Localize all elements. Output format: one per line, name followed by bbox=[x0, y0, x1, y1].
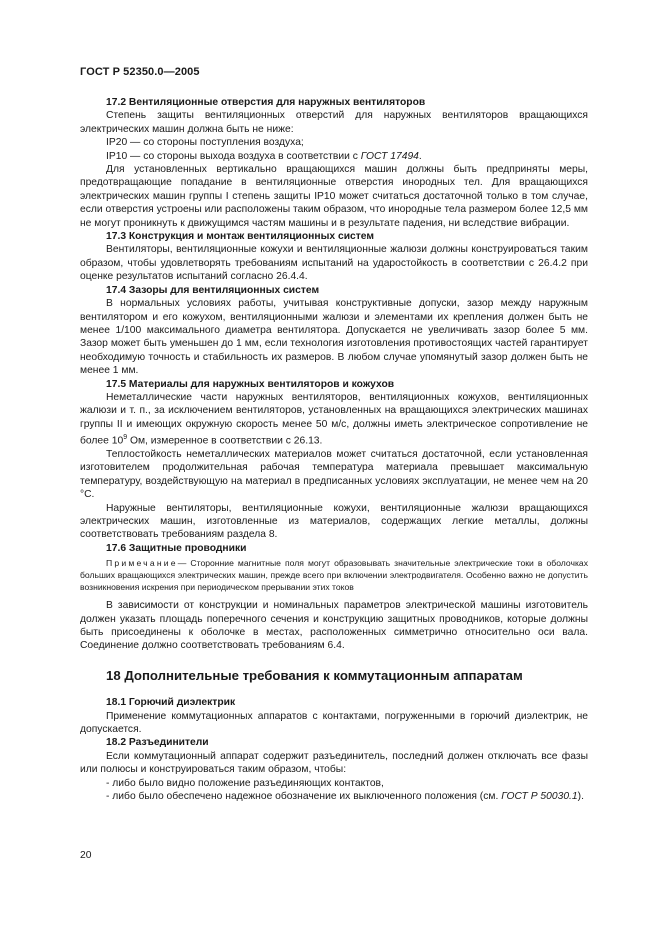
paragraph: Наружные вентиляторы, вентиляционные кожухи, вентиляционные жалюзи вращающихся электрических машин, изготовленные из материалов, содержащих легкие металлы, должны соответствовать требованиям раздела 8. bbox=[80, 502, 588, 541]
text-span: Ом, измеренное в соответствии с 26.13. bbox=[127, 435, 323, 447]
document-header: ГОСТ Р 52350.0—2005 bbox=[80, 66, 200, 78]
section-18-2-heading: 18.2 Разъединители bbox=[106, 737, 209, 749]
section-17-4-heading: 17.4 Зазоры для вентиляционных систем bbox=[106, 284, 320, 296]
standard-reference: ГОСТ 17494 bbox=[360, 150, 419, 162]
section-17-2-heading: 17.2 Вентиляционные отверстия для наружных вентиляторов bbox=[106, 97, 426, 108]
text-span: Неметаллические части наружных вентиляторов, вентиляционных кожухов, вентиляционных жалюзи и т. п., за исключением вентиляторов, установленных на вращающихся электрических машинах группы II и имеющих окружную скорость менее 50 м/с, должны иметь электрическое сопротивление не более 10 bbox=[80, 391, 588, 447]
document-body bbox=[80, 96, 588, 804]
paragraph: Для установленных вертикально вращающихся машин должны быть предприняты меры, предотвращающие попадание в вентиляционные отверстия инородных тел. Для вращающихся электрических машин группы I степень защиты IP10 может считаться достаточной только в том случае, если отверстия устроены или расположены таким образом, что инородные тела размером более 12,5 мм не могут проникнуть к движущимся частям машины и в результате падения, ни вследствие вибрации. bbox=[80, 164, 588, 229]
standard-reference: ГОСТ Р 50030.1 bbox=[501, 791, 578, 803]
section-18-1-heading: 18.1 Горючий диэлектрик bbox=[106, 697, 236, 709]
paragraph: В нормальных условиях работы, учитывая конструктивные допуски, зазор между наружным вентилятором и его кожухом, вентиляционными жалюзи и элементами их крепления должен быть не менее 1/100 максимального диаметра вентилятора. Допускается не увеличивать зазор более 5 мм. Зазор может быть уменьшен до 1 мм, если технология изготовления противостоящих частей гарантирует необходимую точность и стабильность их размеров. В любом случае упомянутый зазор должен быть не менее 1 мм. bbox=[80, 298, 588, 377]
text-span: IP10 — со стороны выхода воздуха в соответствии с bbox=[106, 150, 361, 162]
text-span: ). bbox=[577, 791, 584, 803]
paragraph: В зависимости от конструкции и номинальных параметров электрической машины изготовитель должен указать площадь поперечного сечения и конструкцию защитных проводников, которые должны быть присоединены к оболочке в местах, расположенных симметрично относительно оси вала. Соединение должно соответствовать требованиям 6.4. bbox=[80, 600, 588, 652]
text-span: - либо было обеспечено надежное обозначение их выключенного положения (см. bbox=[106, 791, 502, 803]
note bbox=[80, 557, 588, 593]
text-span: . bbox=[418, 150, 422, 162]
list-item bbox=[80, 150, 588, 163]
note-label: Примечание bbox=[106, 558, 178, 569]
paragraph: Если коммутационный аппарат содержит разъединитель, последний должен отключать все фазы или полюсы и конструироваться таким образом, чтобы: bbox=[80, 750, 588, 776]
section-18-heading: 18 Дополнительные требования к коммутационным аппаратам bbox=[106, 667, 523, 683]
paragraph bbox=[80, 391, 588, 448]
section-17-3-heading: 17.3 Конструкция и монтаж вентиляционных систем bbox=[106, 231, 375, 243]
paragraph: Вентиляторы, вентиляционные кожухи и вентиляционные жалюзи должны конструироваться таким образом, чтобы удовлетворять требованиям испытаний на ударостойкость в соответствии с 26.4.2 при оценке результатов испытаний согласно 26.4.4. bbox=[80, 244, 588, 283]
note-text: — Сторонние магнитные поля могут образовывать значительные электрические токи в оболочках больших вращающихся электрических машин, прежде всего при включении электродвигателя. Особенно важно не допустить возникновения искрения при периодическом прерывании этих токов bbox=[80, 558, 588, 593]
superscript: 9 bbox=[123, 434, 128, 442]
paragraph: Применение коммутационных аппаратов с контактами, погруженными в горючий диэлектрик, не допускается. bbox=[80, 710, 588, 736]
paragraph: Степень защиты вентиляционных отверстий для наружных вентиляторов вращающихся электрических машин должна быть не ниже: bbox=[80, 110, 588, 135]
page-number: 20 bbox=[80, 850, 92, 861]
section-17-6-heading: 17.6 Защитные проводники bbox=[106, 542, 247, 554]
list-item: IP20 — со стороны поступления воздуха; bbox=[106, 137, 304, 149]
paragraph: Теплостойкость неметаллических материалов может считаться достаточной, если установленная изготовителем продолжительная рабочая температура материала превышает максимальную температуру, воздействующую на материал в предписанных условиях эксплуатации, не менее чем на 20 °С. bbox=[80, 448, 588, 501]
list-item bbox=[80, 790, 588, 803]
section-17-5-heading: 17.5 Материалы для наружных вентиляторов и кожухов bbox=[106, 378, 395, 390]
list-item: - либо было видно положение разъединяющих контактов, bbox=[106, 777, 384, 789]
